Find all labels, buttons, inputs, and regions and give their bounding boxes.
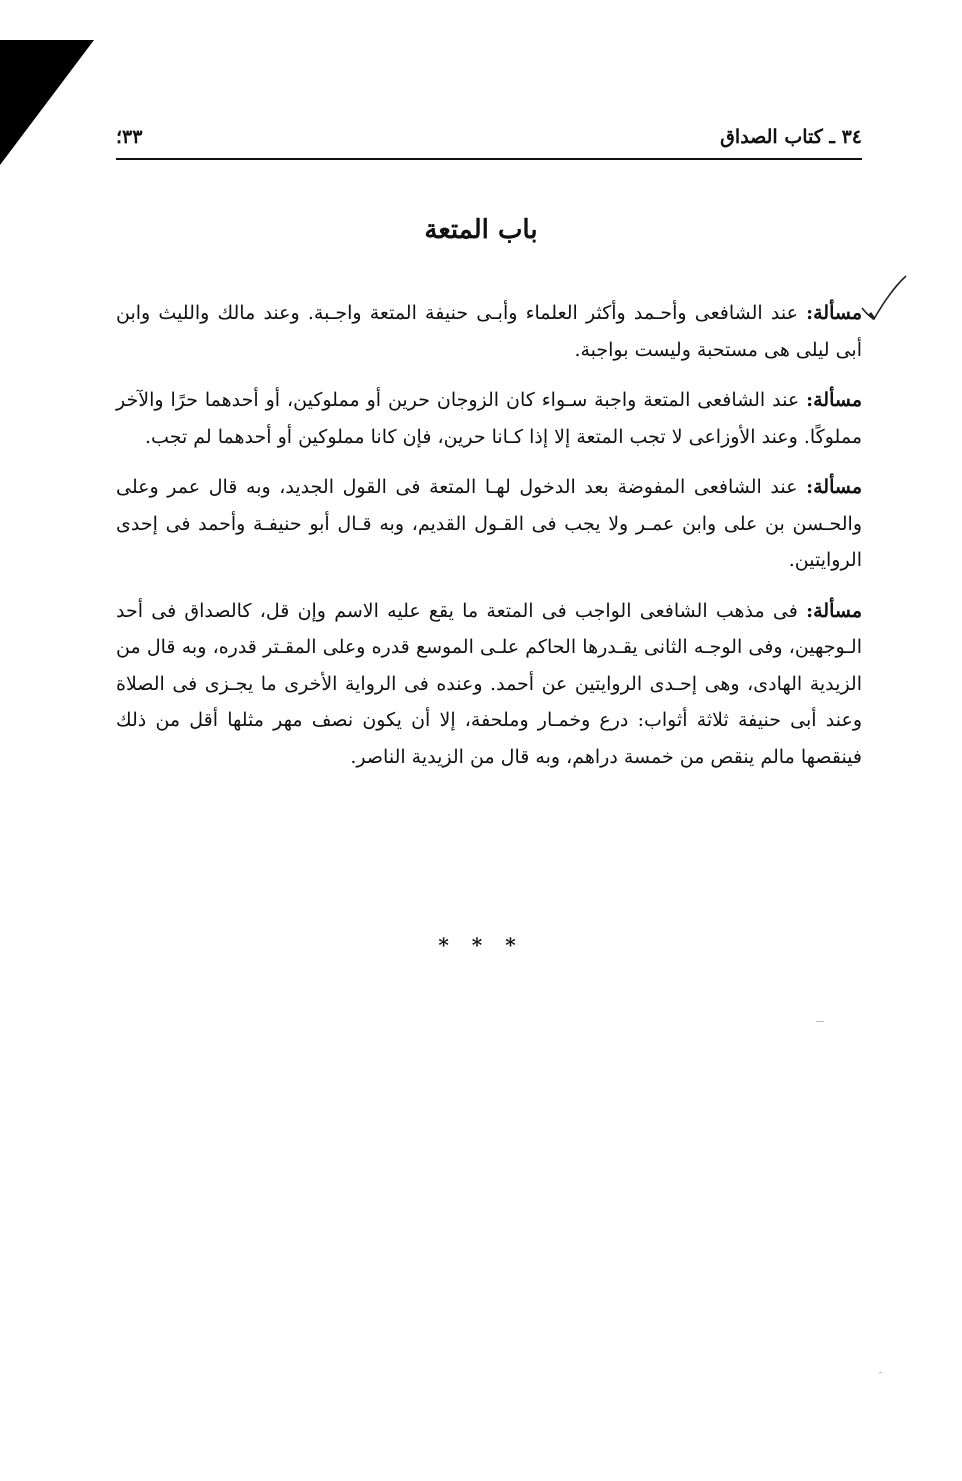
- issue-label: مسألة:: [806, 599, 862, 622]
- issue-label: مسألة:: [806, 389, 862, 411]
- checkmark-icon: [860, 275, 910, 325]
- page-number: ٣٣؛: [116, 126, 143, 148]
- main-text: [116, 295, 862, 789]
- page-header: [116, 118, 862, 160]
- issue-text: عند الشافعى المفوضة بعد الدخول لهـا المتعة فى القول الجديد، وبه قال عمر وعلى والحـسن بن على وابن عمـر ولا يجب فى القـول القديم، وبه قـال أبو حنيفـة وأحمد فى إحدى الروايتين.: [116, 476, 862, 571]
- scan-speck: [816, 1021, 824, 1022]
- issue-paragraph: [116, 295, 862, 368]
- issue-text: عند الشافعى وأحـمد وأكثر العلماء وأبـى حنيفة المتعة واجـبة. وعند مالك والليث وابن أبى ليلى هى مستحبة وليست بواجبة.: [116, 302, 862, 361]
- chapter-running-title: ٣٤ ـ كتاب الصداق: [720, 126, 862, 148]
- issue-text: فى مذهب الشافعى الواجب فى المتعة ما يقع عليه الاسم وإن قل، كالصداق فى أحد الـوجهين، وفى الوجـه الثانى يقـدرها الحاكم علـى الموسع قدره وعلى المقـتر قدره، وبه قال من الزيدية الهادى، وهى إحـدى الروايتين عن أحمد. وعنده فى الرواية الأخرى ما يجـزى فى الصلاة وعند أبى حنيفة ثلاثة أثواب: درع وخمـار وملحفة، إلا أن يكون نصف مهر مثلها أقل من ذلك فينقصها مالم ينقص من خمسة دراهم، وبه قال من الزيدية الناصر.: [116, 599, 862, 768]
- scan-speck: [879, 1372, 882, 1373]
- section-title: باب المتعة: [424, 215, 538, 245]
- page-corner-mark: [0, 40, 94, 165]
- issue-paragraph: [116, 382, 862, 455]
- issue-label: مسألة:: [806, 302, 862, 324]
- issue-text: عند الشافعى المتعة واجبة سـواء كان الزوجان حرين أو مملوكين، أو أحدهما حرًا والآخر مملوكًا. وعند الأوزاعى لا تجب المتعة إلا إذا كـانا حرين، فإن كانا مملوكين أو أحدهما لم تجب.: [116, 389, 862, 448]
- issue-paragraph: [116, 593, 862, 776]
- section-separator: * * *: [438, 933, 524, 957]
- issue-paragraph: [116, 469, 862, 579]
- issue-label: مسألة:: [806, 476, 862, 498]
